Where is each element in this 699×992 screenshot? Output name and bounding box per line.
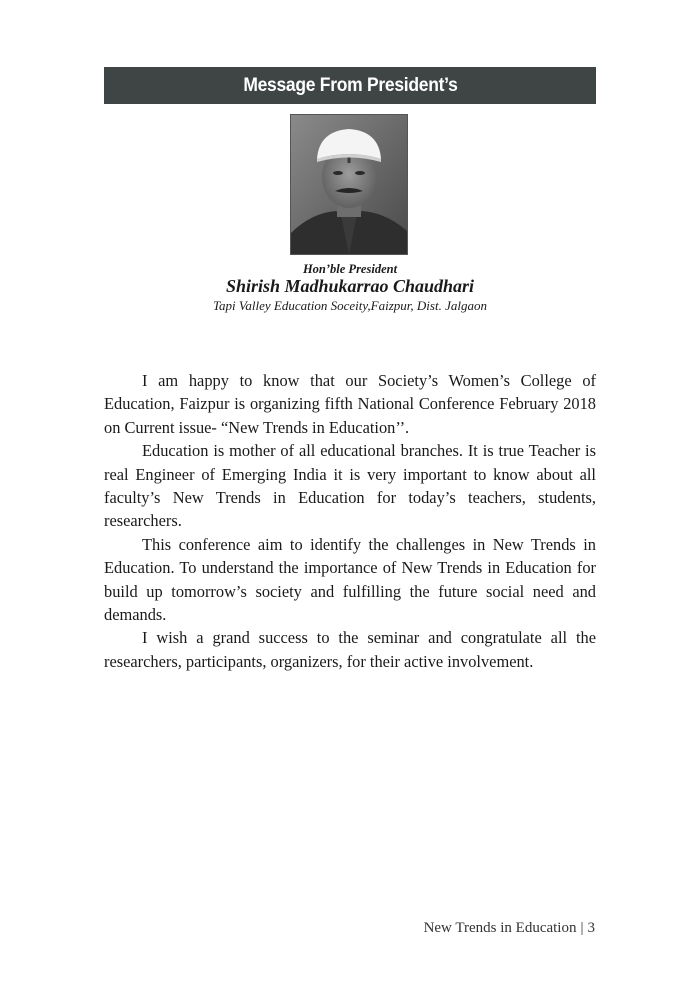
- organization-name: Tapi Valley Education Soceity,Faizpur, Dist. Jalgaon: [213, 298, 487, 313]
- paragraph: Education is mother of all educational branches. It is true Teacher is real Engineer of Emerging India it is very important to know about all faculty’s New Trends in Education for today’s teachers, students, researchers.: [104, 441, 596, 531]
- page-number: 3: [587, 920, 595, 936]
- publication-title: New Trends in Education: [423, 920, 577, 936]
- paragraph: I am happy to know that our Society’s Women’s College of Education, Faizpur is organizing fifth National Conference February 2018 on Current issue- “New Trends in Education’’.: [104, 371, 596, 437]
- message-body: [104, 369, 596, 673]
- paragraph: This conference aim to identify the challenges in New Trends in Education. To understand the importance of New Trends in Education for build up tomorrow’s society and fulfilling the future social need and demands.: [104, 534, 596, 625]
- president-photo: [290, 114, 408, 255]
- header-bar: [104, 67, 596, 104]
- page-title: Message From President’s: [242, 74, 458, 96]
- paragraph: I wish a grand success to the seminar and congratulate all the researchers, participants, organizers, for their active involvement.: [104, 628, 596, 671]
- footer-separator: |: [580, 920, 584, 936]
- portrait-icon: [291, 115, 407, 254]
- president-name: Shirish Madhukarrao Chaudhari: [225, 276, 475, 296]
- page-footer: [424, 920, 595, 937]
- caption-role: Hon’ble President: [302, 262, 398, 276]
